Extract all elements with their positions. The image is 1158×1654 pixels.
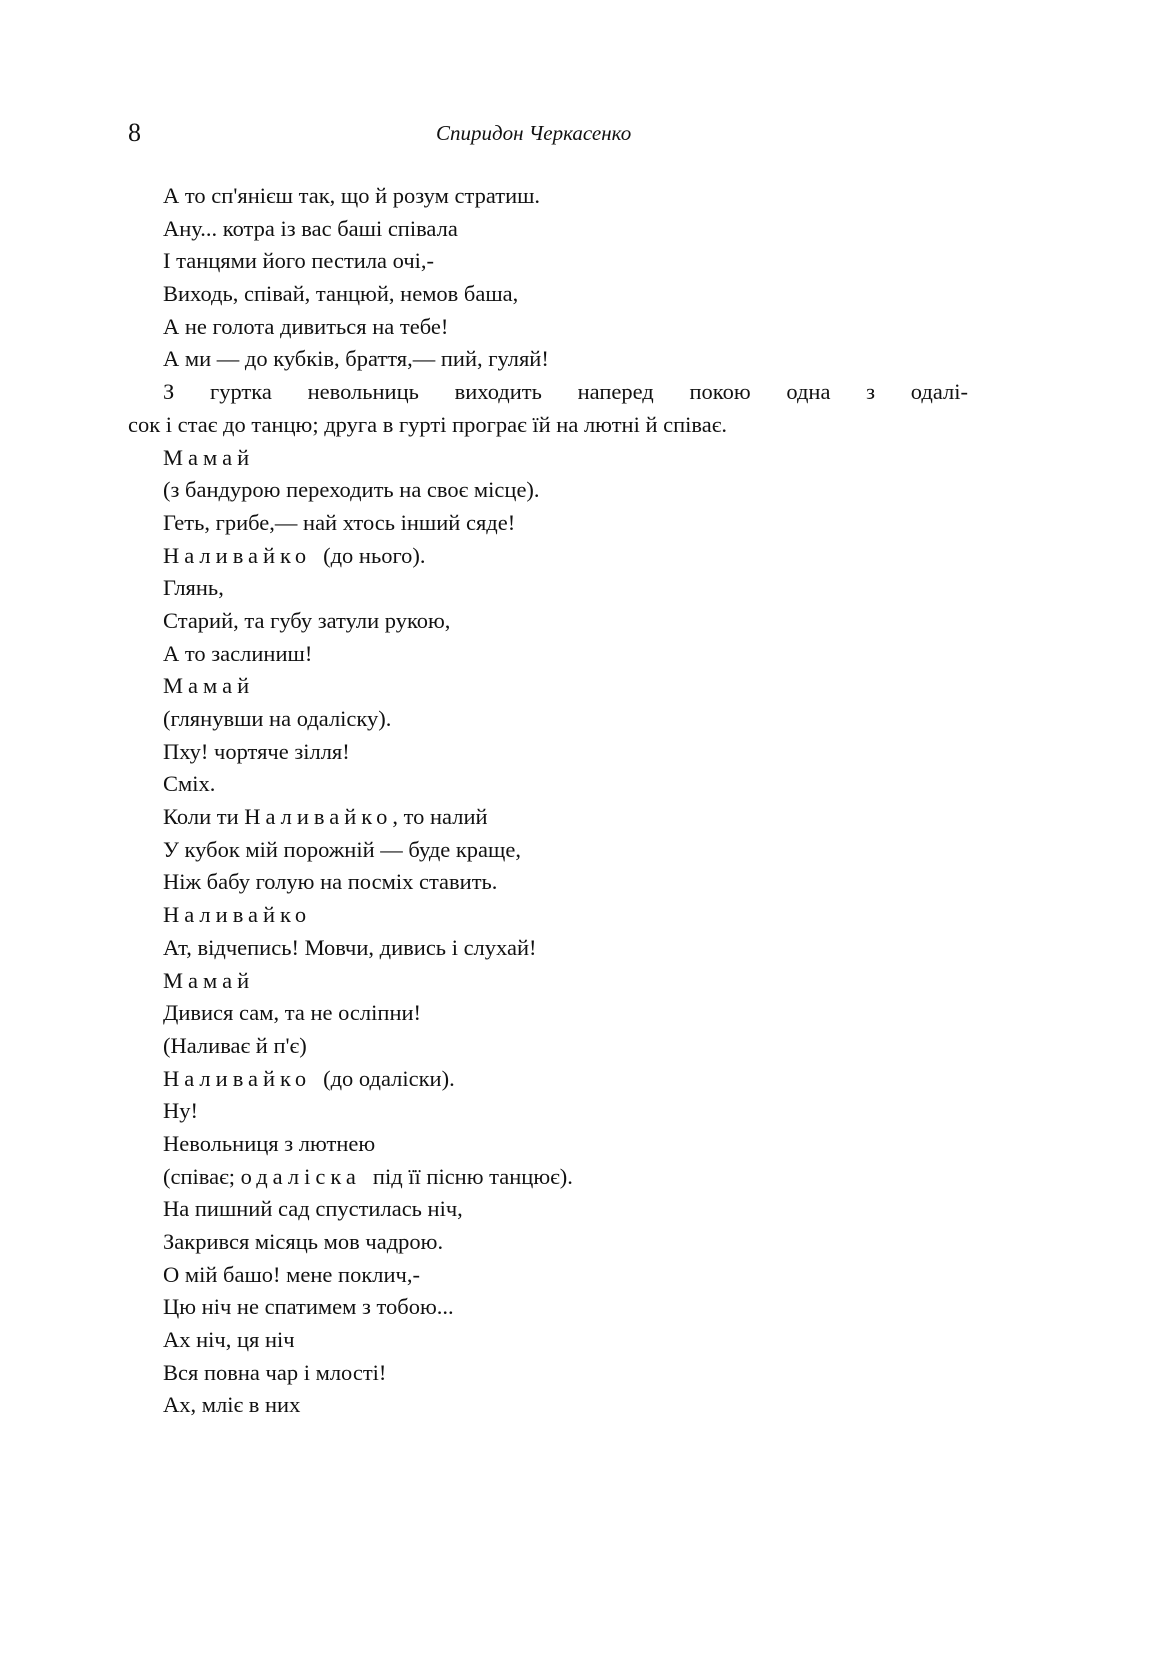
stage-direction-line: (глянувши на одаліску). [163, 706, 392, 731]
text-line: А ми — до кубків, браття,— пий, гуляй! [163, 346, 549, 372]
stage-direction-line: (з бандурою переходить на своє місце). [163, 477, 540, 503]
song-line: Вся повна чар і млості! [163, 1359, 387, 1385]
stage-direction: (до одаліски). [323, 1065, 455, 1091]
text-line [128, 801, 968, 834]
text-fragment: під її пісню танцює). [372, 1163, 573, 1189]
speaker-line [128, 670, 968, 703]
text-line: А не голота дивиться на тебе! [163, 313, 449, 339]
speaker-name: Наливайко [163, 542, 312, 568]
speaker-name: Мамай [163, 967, 255, 993]
text-fragment: , то налий [392, 804, 488, 830]
speaker-line: Невольниця з лютнею [163, 1130, 376, 1156]
text-line: Ніж бабу голую на посміх ставить. [163, 869, 498, 895]
song-line: О мій башо! мене поклич,- [163, 1261, 420, 1287]
speaker-line [128, 1063, 968, 1096]
text-line: Старий, та губу затули рукою, [163, 607, 451, 633]
text-line: Ану... котра із вас баші співала [163, 215, 458, 241]
speaker-line [128, 965, 968, 998]
text-line: А то сп'янієш так, що й розум стратиш. [163, 183, 541, 208]
song-line: Ах, мліє в них [163, 1392, 301, 1418]
stage-direction-line: З гуртка невольниць виходить наперед покою одна з одалі- [163, 379, 968, 405]
body-text [128, 180, 968, 1422]
character-name-inline: одаліска [240, 1163, 361, 1189]
speaker-name: Наливайко [163, 1065, 312, 1091]
text-line: У кубок мій порожній — буде краще, [163, 836, 521, 862]
speaker-name: Мамай [163, 673, 255, 699]
speaker-name-inline: Наливайко [244, 804, 393, 830]
text-fragment: (співає; [163, 1163, 235, 1189]
stage-direction: (до нього). [323, 542, 426, 568]
stage-direction-line: (Наливає й п'є) [163, 1032, 307, 1058]
text-line: Глянь, [163, 575, 224, 601]
speaker-name: Мамай [163, 444, 255, 470]
text-line: Виходь, співай, танцюй, немов баша, [163, 281, 519, 307]
song-line: На пишний сад спустилась ніч, [163, 1196, 463, 1222]
page-number: 8 [128, 118, 141, 147]
text-line: Пху! чортяче зілля! [163, 738, 350, 764]
speaker-line [128, 899, 968, 932]
speaker-line [128, 442, 968, 475]
song-line: Ах ніч, ця ніч [163, 1327, 295, 1353]
text-line: Дивися сам, та не осліпни! [163, 1000, 422, 1026]
song-line: Закрився місяць мов чадрою. [163, 1229, 444, 1254]
stage-direction-line: сок і стає до танцю; друга в гурті програє їй на лютні й співає. [128, 411, 727, 437]
stage-direction-line: Сміх. [163, 771, 216, 797]
speaker-line [128, 540, 968, 573]
speaker-name: Наливайко [163, 902, 312, 928]
text-fragment: Коли ти [163, 804, 239, 830]
text-line: Геть, грибе,— най хтось інший сяде! [163, 509, 516, 535]
text-line: Ну! [163, 1098, 198, 1124]
stage-direction-line [128, 1161, 968, 1194]
text-line: І танцями його пестила очі,- [163, 248, 435, 274]
song-line: Цю ніч не спатимем з тобою... [163, 1294, 454, 1320]
running-head-author: Спиридон Черкасенко [436, 121, 632, 145]
text-line: Ат, відчепись! Мовчи, дивись і слухай! [163, 934, 537, 960]
text-line: А то заслиниш! [163, 640, 313, 666]
